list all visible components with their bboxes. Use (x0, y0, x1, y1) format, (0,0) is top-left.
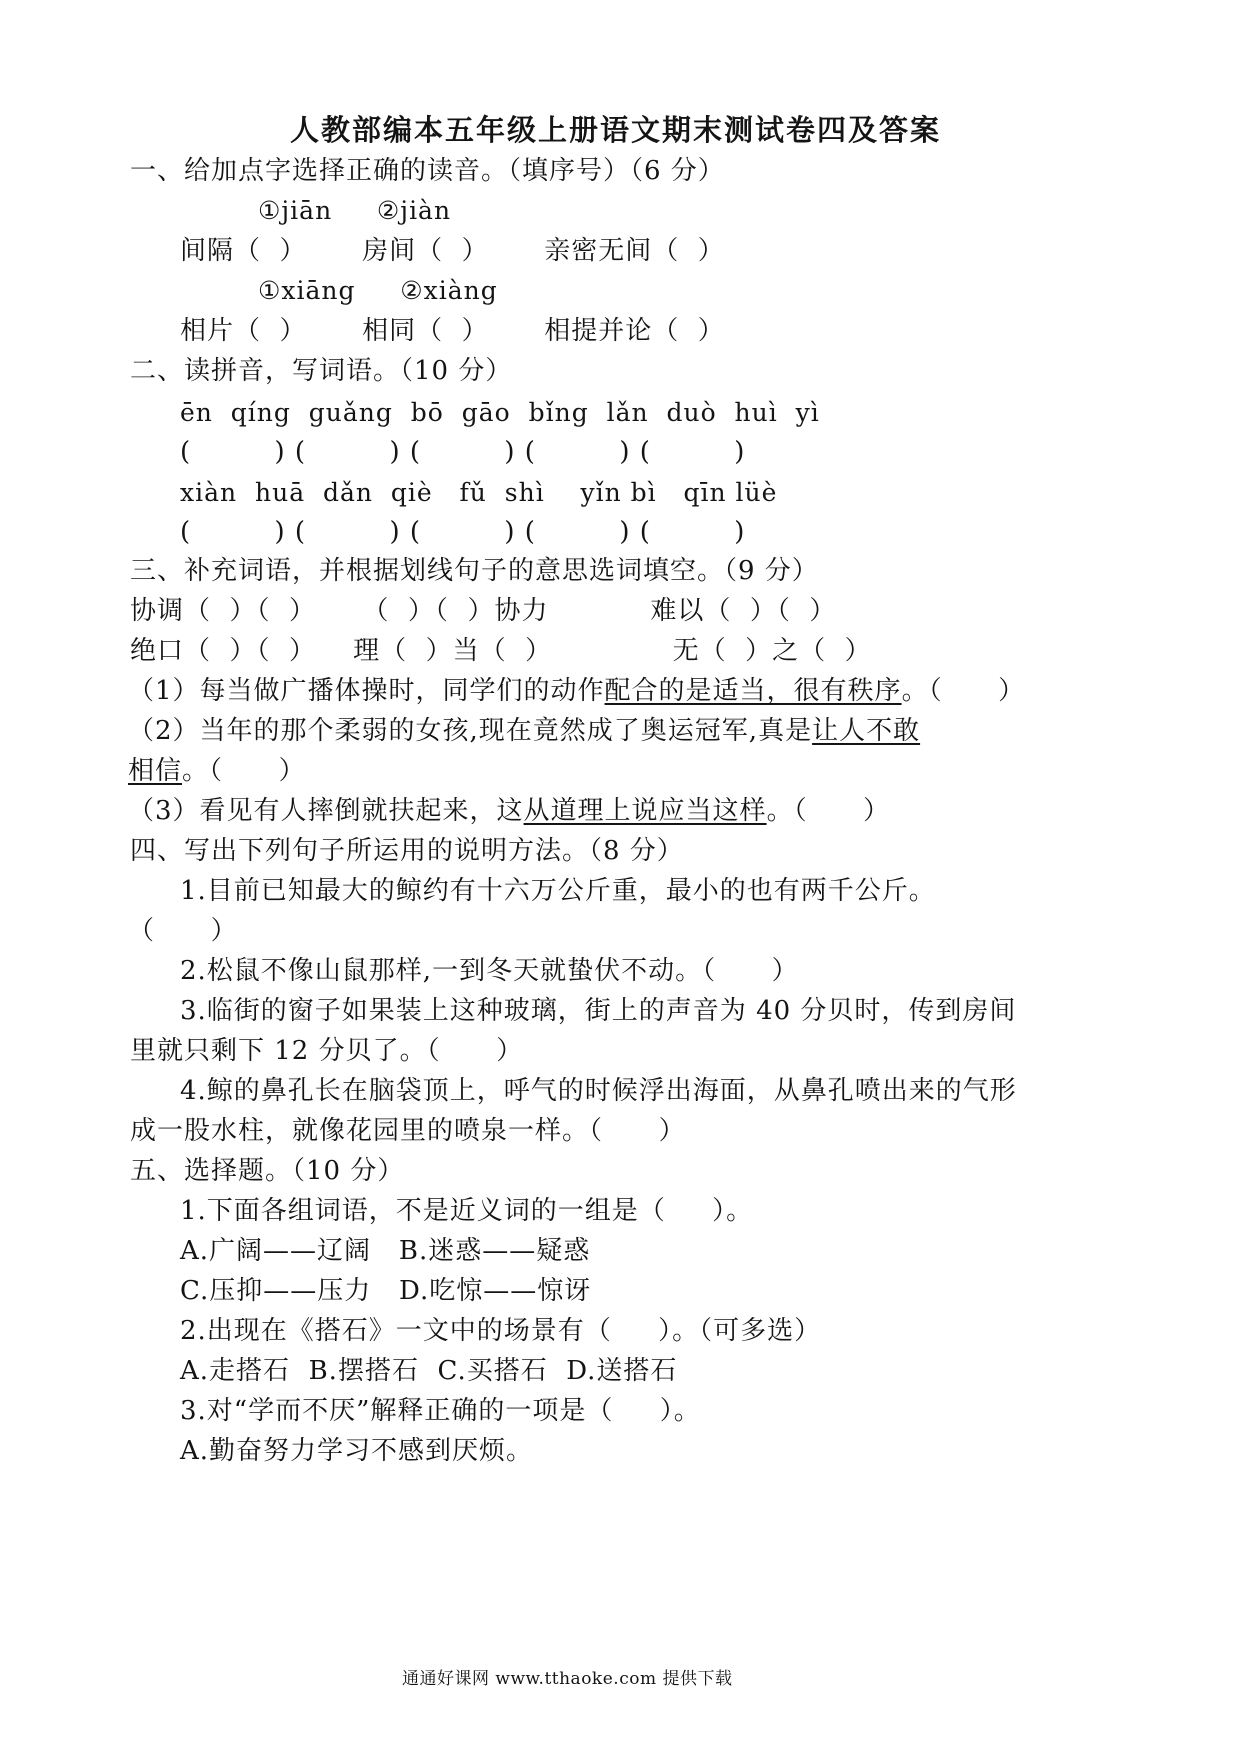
section-1-pinyin-options-jian: ①jiān ②jiàn (258, 196, 452, 225)
section-4-question-3: 3.临街的窗子如果装上这种玻璃，街上的声音为 40 分贝时，传到房间 (180, 996, 1017, 1026)
section-5-question-3: 3.对“学而不厌”解释正确的一项是（ ）。 (180, 1396, 701, 1426)
section-4-question-4: 4.鲸的鼻孔长在脑袋顶上，呼气的时候浮出海面，从鼻孔喷出来的气形 (180, 1076, 1017, 1106)
section-4-heading: 四、写出下列句子所运用的说明方法。（8 分） (130, 836, 684, 866)
section-1-heading: 一、给加点字选择正确的读音。（填序号）（6 分） (130, 156, 725, 186)
answer-blank: 。（ ） (901, 676, 1026, 706)
underlined-phrase: 让人不敢 (812, 716, 921, 746)
section-3-word-row-2: 绝口（ ）（ ） 理（ ）当（ ） 无（ ）之（ ） (130, 636, 872, 666)
section-3-question-1 (128, 674, 1025, 708)
section-5-question-1-options-cd: C.压抑——压力 D.吃惊——惊讶 (180, 1276, 592, 1306)
section-5-question-1-options-ab: A.广阔——辽阔 B.迷惑——疑惑 (180, 1236, 591, 1266)
section-2-heading: 二、读拼音，写词语。（10 分） (130, 356, 513, 386)
section-4-question-1: 1.目前已知最大的鲸约有十六万公斤重，最小的也有两千公斤。 (180, 876, 936, 906)
section-3-question-2-continued (128, 754, 306, 788)
section-4-question-1-blank: （ ） (128, 916, 238, 946)
section-5-question-2: 2.出现在《搭石》一文中的场景有（ ）。（可多选） (180, 1316, 822, 1346)
section-1-pinyin-options-xiang: ①xiāng ②xiàng (258, 276, 498, 305)
answer-blank: 。（ ） (766, 796, 891, 826)
section-5-question-3-option-a: A.勤奋努力学习不感到厌烦。 (180, 1436, 534, 1466)
document-title: 人教部编本五年级上册语文期末测试卷四及答案 (290, 113, 942, 147)
page-footer: 通通好课网 www.tthaoke.com 提供下载 (402, 1669, 733, 1689)
section-1-row-xiang: 相片（ ） 相同（ ） 相提并论（ ） (180, 316, 725, 346)
question-text: （1）每当做广播体操时，同学们的动作 (128, 676, 605, 706)
section-3-question-2 (128, 714, 920, 748)
section-2-blank-row-2: ( ) ( ) ( ) ( ) ( ) (180, 517, 746, 547)
question-text: （3）看见有人摔倒就扶起来，这 (128, 796, 524, 826)
section-5-question-1: 1.下面各组词语，不是近义词的一组是（ ）。 (180, 1196, 754, 1226)
section-3-question-3 (128, 794, 890, 828)
section-4-question-2: 2.松鼠不像山鼠那样,一到冬天就蛰伏不动。（ ） (180, 956, 799, 986)
section-1-row-jian: 间隔（ ） 房间（ ） 亲密无间（ ） (180, 236, 725, 266)
section-2-blank-row-1: ( ) ( ) ( ) ( ) ( ) (180, 437, 746, 467)
section-4-question-4-continued: 成一股水柱，就像花园里的喷泉一样。（ ） (130, 1116, 686, 1146)
underlined-phrase: 从道理上说应当这样 (523, 796, 767, 826)
underlined-phrase: 相信 (128, 756, 183, 786)
section-4-question-3-continued: 里就只剩下 12 分贝了。（ ） (130, 1036, 524, 1066)
answer-blank: 。（ ） (182, 756, 306, 786)
section-2-pinyin-row-1: ēn qíng guǎng bō gāo bǐng lǎn duò huì yì (180, 398, 820, 427)
section-3-heading: 三、补充词语，并根据划线句子的意思选词填空。（9 分） (130, 556, 819, 586)
section-2-pinyin-row-2: xiàn huā dǎn qiè fǔ shì yǐn bì qīn lüè (180, 478, 778, 507)
section-5-question-2-options: A.走搭石 B.摆搭石 C.买搭石 D.送搭石 (180, 1356, 678, 1386)
underlined-phrase: 配合的是适当，很有秩序 (604, 676, 902, 706)
question-text: （2）当年的那个柔弱的女孩,现在竟然成了奥运冠军,真是 (128, 716, 813, 746)
section-5-heading: 五、选择题。（10 分） (130, 1156, 405, 1186)
section-3-word-row-1: 协调（ ）（ ） （ ）（ ）协力 难以（ ）（ ） (130, 596, 837, 626)
